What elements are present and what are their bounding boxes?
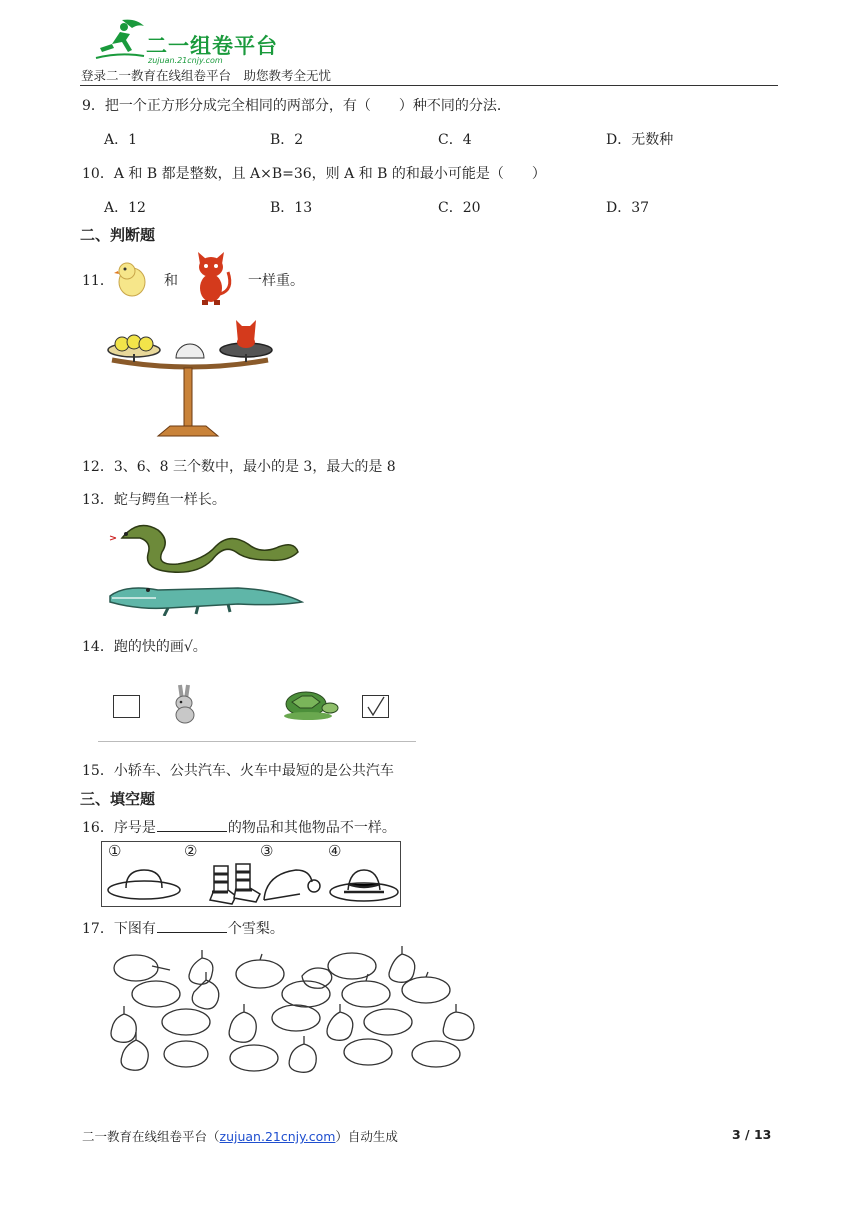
section-2-title: 二、判断题 — [80, 226, 156, 244]
question-15: 15．小轿车、公共汽车、火车中最短的是公共汽车 — [82, 763, 394, 779]
hat-icon — [106, 862, 182, 902]
winter-hat-icon — [260, 864, 324, 904]
rabbit-icon — [170, 683, 200, 725]
footer-link[interactable]: zujuan.21cnjy.com — [219, 1129, 336, 1144]
item-label-4: ④ — [328, 842, 342, 860]
crocodile-icon — [108, 578, 304, 616]
item-label-1: ① — [108, 842, 122, 860]
question-11-tail: 一样重。 — [248, 273, 304, 289]
q16-answer-blank[interactable] — [157, 818, 227, 832]
footer-suffix: ）自动生成 — [335, 1129, 398, 1144]
checkmark-icon — [362, 695, 389, 718]
question-11-and: 和 — [164, 273, 178, 289]
socks-icon — [206, 862, 266, 906]
straw-hat-icon — [328, 864, 400, 904]
checkbox-rabbit[interactable] — [113, 695, 140, 718]
header-divider — [80, 85, 778, 86]
logo — [92, 18, 292, 65]
header-slogan: 登录二一教育在线组卷平台 助您教考全无忧 — [81, 68, 332, 83]
q16-prefix: 16．序号是 — [82, 820, 156, 836]
pears-and-apples-icon — [106, 946, 486, 1078]
q10-option-c: C．20 — [438, 200, 481, 216]
question-12: 12．3、6、8 三个数中，最小的是 3，最大的是 8 — [82, 459, 396, 475]
q14-divider — [98, 741, 416, 742]
item-label-2: ② — [184, 842, 198, 860]
snake-icon — [108, 516, 304, 574]
q9-option-a: A．1 — [104, 132, 138, 148]
chick-icon — [114, 256, 148, 300]
q16-suffix: 的物品和其他物品不一样。 — [227, 820, 396, 836]
turtle-icon — [278, 688, 340, 722]
q10-option-a: A．12 — [104, 200, 146, 216]
q17-answer-blank[interactable] — [157, 919, 227, 933]
question-10: 10．A 和 B 都是整数，且 A×B=36，则 A 和 B 的和最小可能是（ ） — [82, 166, 546, 182]
runner-logo-icon — [92, 18, 148, 62]
section-3-title: 三、填空题 — [80, 790, 156, 808]
q9-option-b: B．2 — [270, 132, 304, 148]
question-11-number: 11． — [82, 273, 114, 289]
question-13: 13．蛇与鳄鱼一样长。 — [82, 492, 226, 508]
page-number: 3 / 13 — [732, 1127, 772, 1142]
q17-suffix: 个雪梨。 — [227, 921, 284, 937]
cat-icon — [192, 250, 236, 306]
item-label-3: ③ — [260, 842, 274, 860]
footer-text — [82, 1127, 398, 1145]
q9-option-d: D．无数种 — [606, 132, 674, 148]
q9-option-c: C．4 — [438, 132, 472, 148]
balance-scale-icon — [106, 312, 276, 442]
question-16 — [82, 817, 396, 837]
q16-items-box — [101, 841, 401, 907]
footer-prefix: 二一教育在线组卷平台（ — [82, 1129, 220, 1144]
logo-url: zujuan.21cnjy.com — [148, 56, 223, 65]
logo-text: 二一组卷平台 — [146, 34, 278, 58]
q10-option-d: D．37 — [606, 200, 650, 216]
q17-prefix: 17．下图有 — [82, 921, 156, 937]
q10-option-b: B．13 — [270, 200, 313, 216]
question-14: 14．跑的快的画√。 — [82, 639, 207, 655]
question-17 — [82, 918, 284, 938]
question-9: 9．把一个正方形分成完全相同的两部分，有（ ）种不同的分法． — [82, 98, 511, 114]
